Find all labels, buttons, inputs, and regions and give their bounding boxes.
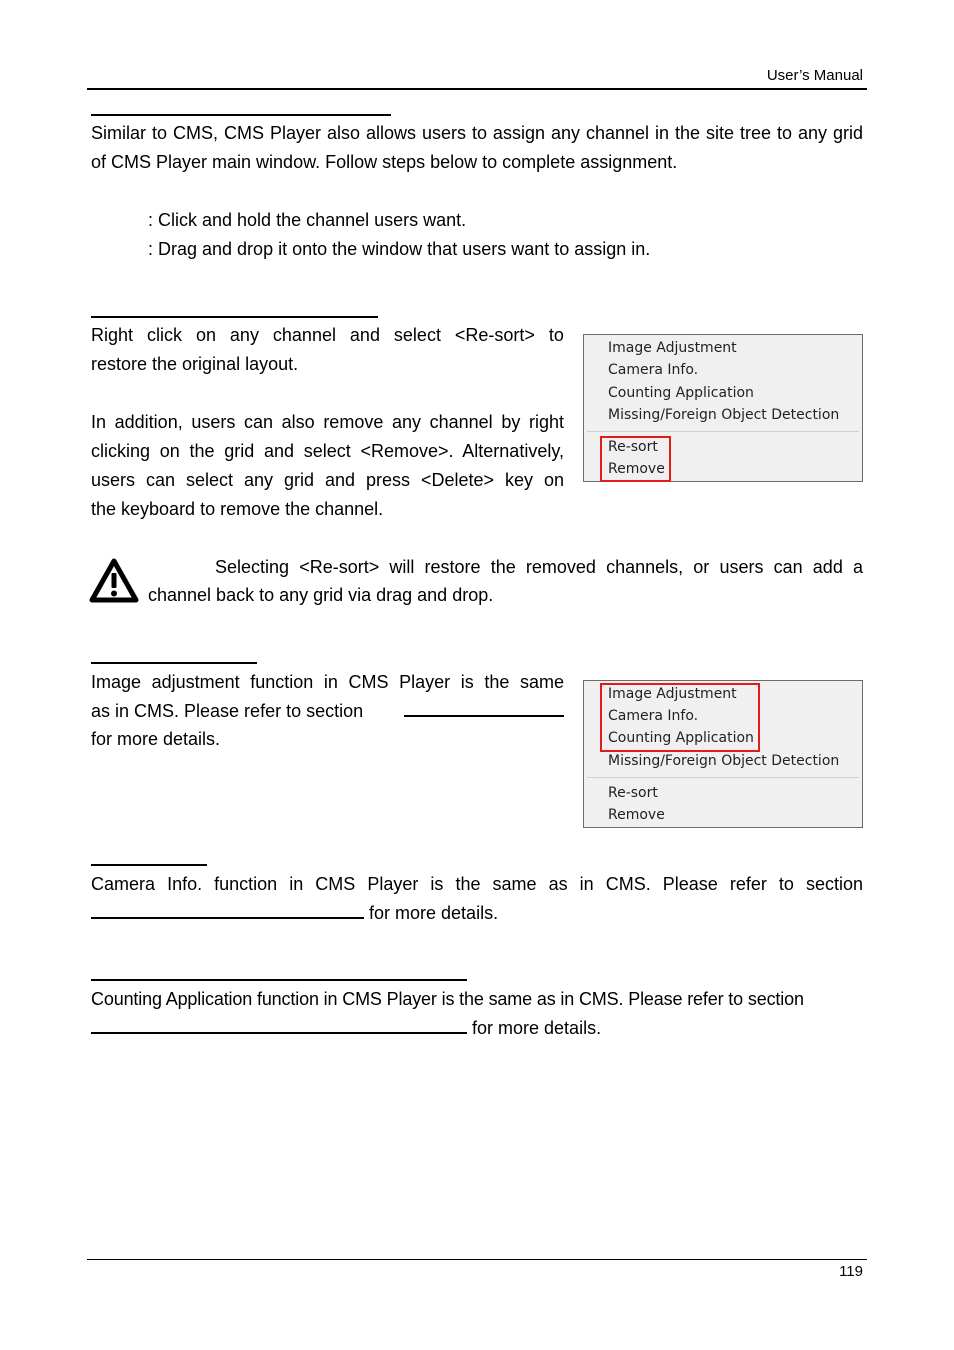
resort-p2-line-2: clicking on the grid and select <Remove>. Alternatively, [91,441,564,461]
word: Right [91,325,134,345]
step-2-text: : Drag and drop it onto the window that users want to assign in. [148,239,651,259]
resort-p2-line-4: the keyboard to remove the channel. [91,499,384,519]
word: channel [272,325,336,345]
section-heading-underline [91,979,467,981]
menu-item-re-sort[interactable]: Re-sort [608,785,658,801]
word: <Re-sort> [454,325,535,345]
menu-item-remove[interactable]: Remove [608,807,665,823]
menu-item-image-adjustment[interactable]: Image Adjustment [608,340,737,356]
image-adjust-line-1: Image adjustment function in CMS Player is the same [91,672,564,692]
menu-separator [587,777,859,778]
context-menu [583,334,863,482]
image-adjust-line-2 [91,697,564,726]
page-number: 119 [839,1263,863,1280]
section-reference-link[interactable] [404,701,564,717]
section-heading-underline [91,662,257,664]
step-1-text: : Click and hold the channel users want. [148,210,467,230]
menu-item-image-adjustment[interactable]: Image Adjustment [608,686,737,702]
word: select [393,325,441,345]
menu-item-remove[interactable]: Remove [608,461,665,477]
image-adjust-line-2-text: as in CMS. Please refer to section [91,701,364,721]
word: click [146,325,182,345]
menu-item-missing-foreign-object-detection[interactable]: Missing/Foreign Object Detection [608,407,840,423]
counting-line-2-text: for more details. [472,1018,602,1038]
counting-line-2 [91,1014,601,1043]
highlight-box [600,436,671,482]
menu-item-re-sort[interactable]: Re-sort [608,439,658,455]
word: to [548,325,564,345]
word: any [229,325,259,345]
resort-line-1 [91,321,564,350]
menu-item-camera-info[interactable]: Camera Info. [608,708,699,724]
note-line-1: Selecting <Re-sort> will restore the removed channels, or users can add a [215,557,863,577]
section-reference-link[interactable] [91,903,364,919]
footer-rule [87,1259,867,1260]
menu-item-missing-foreign-object-detection[interactable]: Missing/Foreign Object Detection [608,753,840,769]
camera-info-line-1: Camera Info. function in CMS Player is the same as in CMS. Please refer to section [91,874,863,894]
image-adjust-line-3: for more details. [91,729,221,749]
header-rule [87,88,867,90]
header-label: User’s Manual [766,67,863,84]
menu-item-counting-application[interactable]: Counting Application [608,730,754,746]
menu-separator [587,431,859,432]
section-heading-underline [91,114,391,116]
camera-info-line-2 [91,899,498,928]
menu-item-camera-info[interactable]: Camera Info. [608,362,699,378]
note-line-2: channel back to any grid via drag and drop. [148,585,494,605]
section-reference-link[interactable] [91,1018,467,1034]
assign-body-text: Similar to CMS, CMS Player also allows users to assign any channel in the site tree to any grid of CMS Player main window. Follow steps below to complete assignment. [91,123,863,172]
resort-p2-line-1: In addition, users can also remove any channel by right [91,412,564,432]
context-menu [583,680,863,828]
highlight-box [600,683,760,752]
word: on [195,325,216,345]
resort-line-2: restore the original layout. [91,354,299,374]
warning-triangle-icon [89,558,139,604]
counting-line-1: Counting Application function in CMS Player is the same as in CMS. Please refer to section [91,989,804,1009]
camera-info-line-2-text: for more details. [369,903,499,923]
section-heading-underline [91,316,378,318]
resort-p2-line-3: users can select any grid and press <Delete> key on [91,470,564,490]
word: and [349,325,380,345]
section-heading-underline [91,864,207,866]
menu-item-counting-application[interactable]: Counting Application [608,385,754,401]
